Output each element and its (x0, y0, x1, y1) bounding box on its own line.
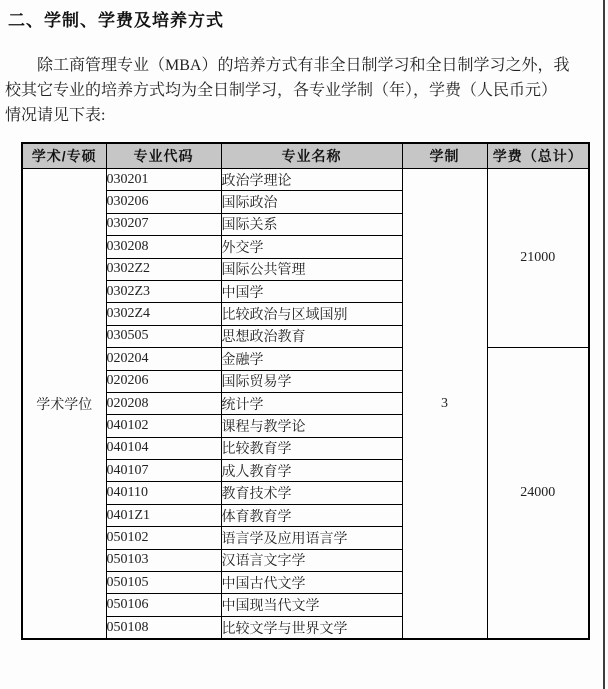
tuition-table (21, 142, 590, 640)
code-cell: 030208 (106, 236, 221, 258)
name-cell: 语言学及应用语言学 (221, 527, 402, 549)
code-cell: 040104 (106, 437, 221, 459)
name-cell: 国际公共管理 (221, 258, 402, 280)
code-cell: 0302Z2 (106, 258, 221, 280)
name-cell: 外交学 (221, 236, 402, 258)
name-cell: 金融学 (221, 348, 402, 370)
table-body (22, 169, 589, 640)
code-cell: 020206 (106, 370, 221, 392)
name-cell: 国际关系 (221, 213, 402, 235)
name-cell: 中国现当代文学 (221, 594, 402, 616)
name-cell: 中国古代文学 (221, 572, 402, 594)
code-cell: 0302Z4 (106, 303, 221, 325)
code-cell: 040107 (106, 460, 221, 482)
section-title: 二、学制、学费及培养方式 (8, 11, 224, 30)
column-header-0: 学术/专硕 (22, 143, 106, 169)
name-cell: 国际贸易学 (221, 370, 402, 392)
code-cell: 0401Z1 (106, 504, 221, 526)
tuition-cell: 21000 (487, 169, 589, 348)
code-cell: 020204 (106, 348, 221, 370)
category-cell: 学术学位 (22, 169, 106, 640)
code-cell: 050102 (106, 527, 221, 549)
name-cell: 政治学理论 (221, 169, 402, 191)
name-cell: 比较文学与世界文学 (221, 616, 402, 639)
page-edge-strip (603, 0, 605, 689)
table-row (22, 348, 589, 370)
table-row (22, 169, 589, 191)
name-cell: 汉语言文字学 (221, 549, 402, 571)
code-cell: 050108 (106, 616, 221, 639)
code-cell: 030201 (106, 169, 221, 191)
column-header-1: 专业代码 (106, 143, 221, 169)
code-cell: 050105 (106, 572, 221, 594)
name-cell: 比较政治与区域国别 (221, 303, 402, 325)
column-header-2: 专业名称 (221, 143, 402, 169)
code-cell: 050103 (106, 549, 221, 571)
intro-paragraph: 除工商管理专业（MBA）的培养方式有非全日制学习和全日制学习之外，我校其它专业的培养方式均为全日制学习，各专业学制（年），学费（人民币元）情况请见下表: (5, 57, 570, 124)
name-cell: 统计学 (221, 392, 402, 414)
column-header-3: 学制 (402, 143, 487, 169)
column-header-4: 学费（总计） (487, 143, 589, 169)
code-cell: 040110 (106, 482, 221, 504)
code-cell: 030207 (106, 213, 221, 235)
name-cell: 中国学 (221, 280, 402, 302)
name-cell: 成人教育学 (221, 460, 402, 482)
name-cell: 比较教育学 (221, 437, 402, 459)
code-cell: 020208 (106, 392, 221, 414)
duration-cell: 3 (402, 169, 487, 640)
code-cell: 050106 (106, 594, 221, 616)
name-cell: 体育教育学 (221, 504, 402, 526)
code-cell: 0302Z3 (106, 280, 221, 302)
tuition-cell: 24000 (487, 348, 589, 640)
name-cell: 思想政治教育 (221, 325, 402, 347)
table-header-row (22, 143, 589, 169)
code-cell: 040102 (106, 415, 221, 437)
name-cell: 教育技术学 (221, 482, 402, 504)
name-cell: 课程与教学论 (221, 415, 402, 437)
code-cell: 030505 (106, 325, 221, 347)
code-cell: 030206 (106, 191, 221, 213)
name-cell: 国际政治 (221, 191, 402, 213)
